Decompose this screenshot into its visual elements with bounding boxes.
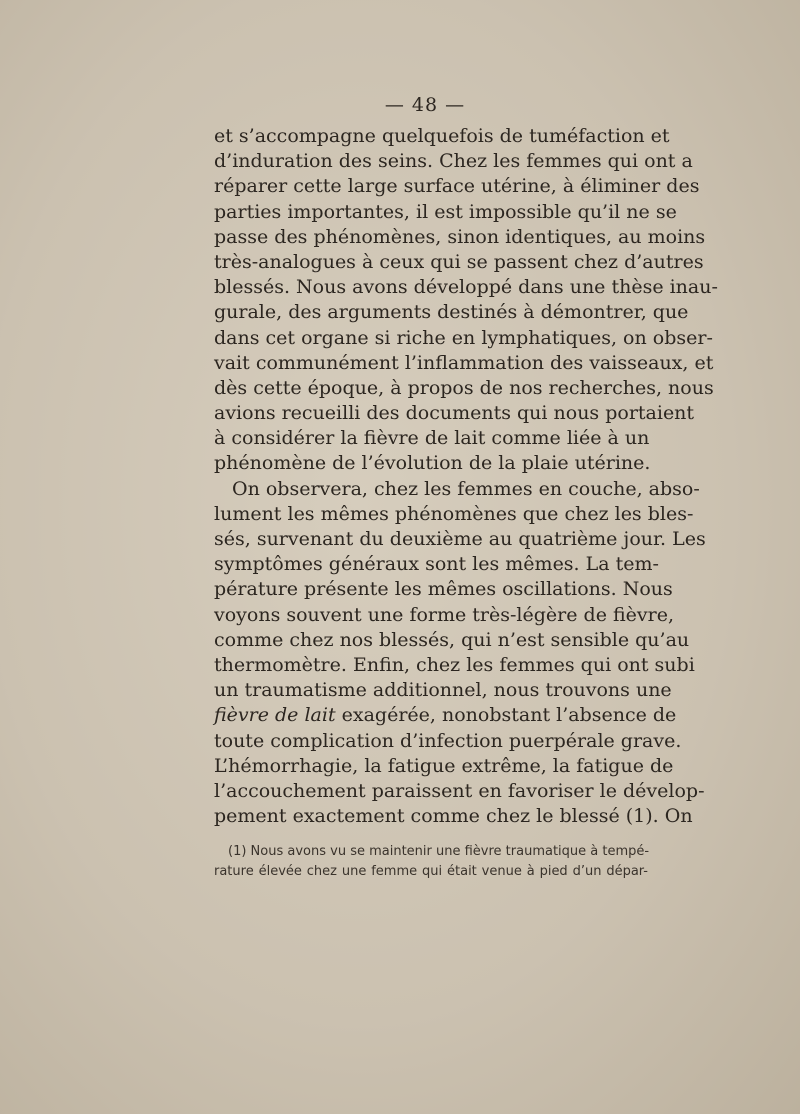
footnote bbox=[214, 842, 648, 882]
text-line-rest: exagérée, nonobstant l’absence de bbox=[341, 704, 677, 727]
text-line: L’hémorrhagie, la fatigue extrême, la fatigue de bbox=[214, 754, 674, 777]
text-line: un traumatisme additionnel, nous trouvons une bbox=[214, 679, 672, 702]
footnote-line: (1) Nous avons vu se maintenir une fièvre traumatique à tempé- bbox=[228, 844, 650, 859]
text-line: blessés. Nous avons développé dans une thèse inau- bbox=[214, 276, 718, 299]
body-text bbox=[214, 124, 718, 829]
text-line: lument les mêmes phénomènes que chez les bles- bbox=[214, 502, 694, 525]
text-line: vait communément l’inflammation des vaisseaux, et bbox=[214, 351, 714, 374]
text-line: gurale, des arguments destinés à démontrer, que bbox=[214, 301, 689, 324]
text-line: comme chez nos blessés, qui n’est sensible qu’au bbox=[214, 628, 690, 651]
page-number: — 48 — bbox=[384, 94, 466, 116]
text-line: parties importantes, il est impossible qu’il ne se bbox=[214, 200, 677, 223]
text-line: d’induration des seins. Chez les femmes qui ont a bbox=[214, 150, 693, 173]
text-line: l’accouchement paraissent en favoriser le dévelop- bbox=[214, 779, 705, 802]
italic-phrase: fièvre de lait bbox=[214, 704, 336, 727]
text-line: On observera, chez les femmes en couche, abso- bbox=[232, 477, 700, 500]
text-line: à considérer la fièvre de lait comme liée à un bbox=[214, 427, 650, 450]
text-line: réparer cette large surface utérine, à éliminer des bbox=[214, 175, 700, 198]
text-line: sés, survenant du deuxième au quatrième jour. Les bbox=[214, 528, 706, 550]
text-line: toute complication d’infection puerpérale grave. bbox=[214, 729, 682, 752]
text-line: dès cette époque, à propos de nos recherches, nous bbox=[214, 376, 714, 399]
text-line: avions recueilli des documents qui nous portaient bbox=[214, 402, 695, 425]
text-line: dans cet organe si riche en lymphatiques, on obser- bbox=[214, 326, 713, 349]
text-line-with-italic bbox=[214, 703, 677, 728]
text-line: très-analogues à ceux qui se passent chez d’autres bbox=[214, 250, 704, 273]
footnote-line: rature élevée chez une femme qui était venue à pied d’un dépar- bbox=[214, 864, 648, 879]
text-line: symptômes généraux sont les mêmes. La tem- bbox=[214, 553, 659, 576]
text-line: voyons souvent une forme très-légère de fièvre, bbox=[214, 603, 674, 626]
text-line: thermomètre. Enfin, chez les femmes qui ont subi bbox=[214, 653, 695, 676]
text-line: phénomène de l’évolution de la plaie utérine. bbox=[214, 452, 651, 475]
text-line: passe des phénomènes, sinon identiques, au moins bbox=[214, 225, 706, 248]
text-line: et s’accompagne quelquefois de tuméfaction et bbox=[214, 125, 670, 147]
text-line: pement exactement comme chez le blessé (1). On bbox=[214, 805, 693, 828]
text-line: pérature présente les mêmes oscillations. Nous bbox=[214, 578, 673, 601]
